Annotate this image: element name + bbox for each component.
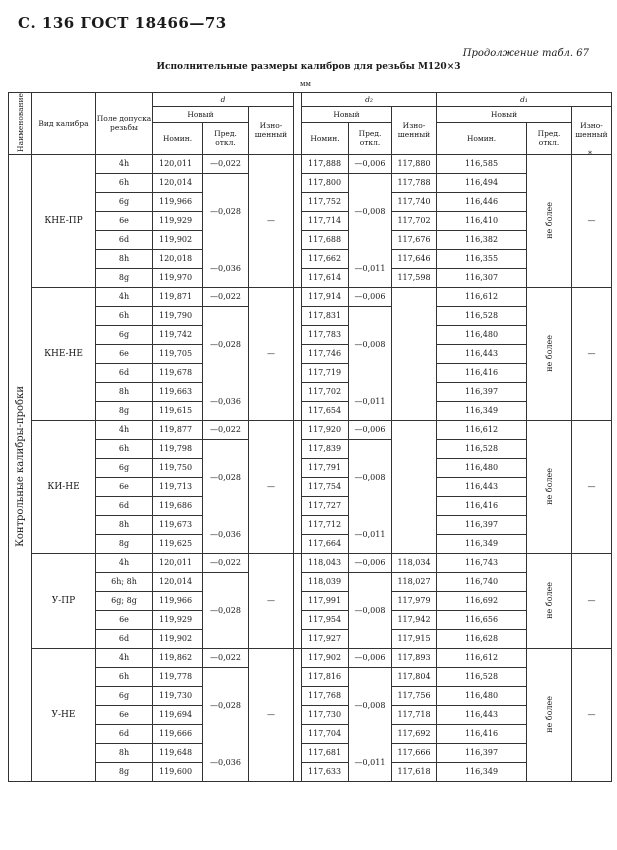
table-row — [9, 306, 612, 325]
side-label-text: Контрольные калибры-пробки — [14, 386, 26, 548]
not-more-text: не более — [544, 334, 554, 372]
d2-worn-cell: 118,027 — [392, 572, 437, 591]
d-deviation-cell: —0,022 — [203, 420, 249, 439]
d1-nominal-cell: 116,480 — [437, 686, 527, 705]
not-more-text: не более — [544, 467, 554, 505]
d-deviation-cell: —0,028 — [203, 439, 249, 515]
d1-worn-cell: — — [572, 287, 612, 420]
table-row — [9, 629, 612, 648]
d-deviation-cell: —0,022 — [203, 287, 249, 306]
d2-nominal-cell: 117,714 — [302, 211, 349, 230]
table-row — [9, 287, 612, 306]
d2-nominal-cell: 117,730 — [302, 705, 349, 724]
d-deviation-cell: —0,028 — [203, 667, 249, 743]
d-deviation-cell: —0,028 — [203, 173, 249, 249]
table-row — [9, 192, 612, 211]
d-nominal-cell: 119,615 — [153, 401, 203, 420]
tolerance-cell: 4h — [96, 648, 153, 667]
d-new-header: Новый — [153, 107, 249, 123]
d1-nominal-cell: 116,656 — [437, 610, 527, 629]
tolerance-cell: 6e — [96, 211, 153, 230]
tolerance-cell: 4h — [96, 420, 153, 439]
table-row — [9, 686, 612, 705]
table-row — [9, 439, 612, 458]
d2-worn-cell: 117,804 — [392, 667, 437, 686]
d2-worn-cell: 117,942 — [392, 610, 437, 629]
d-deviation-cell: —0,036 — [203, 249, 249, 287]
not-more-text: не более — [544, 695, 554, 733]
d-deviation-cell: —0,022 — [203, 648, 249, 667]
d-header: d — [153, 93, 294, 107]
d2-worn-cell: 117,788 — [392, 173, 437, 192]
tolerance-cell: 8h — [96, 515, 153, 534]
gap-header — [294, 93, 302, 155]
gauge-kind: КНЕ-НЕ — [32, 287, 96, 420]
d1-new-header: Новый — [437, 107, 572, 123]
d-nominal-cell: 119,600 — [153, 762, 203, 781]
d1-nominal-cell: 116,416 — [437, 363, 527, 382]
d-nominal-cell: 119,970 — [153, 268, 203, 287]
d-worn-cell: — — [249, 420, 294, 553]
d2-worn-cell — [392, 420, 437, 553]
tolerance-header: Поле допуска резьбы — [96, 93, 153, 155]
d2-worn-cell — [392, 287, 437, 420]
side-label — [9, 154, 32, 781]
table-row — [9, 211, 612, 230]
d1-nominal-cell: 116,355 — [437, 249, 527, 268]
d2-nominal-cell: 117,800 — [302, 173, 349, 192]
d2-worn-cell: 117,979 — [392, 591, 437, 610]
name-header: Наименование — [9, 93, 32, 155]
d1-nominal-cell: 116,612 — [437, 420, 527, 439]
tolerance-cell: 6g — [96, 458, 153, 477]
d-nominal-cell: 119,778 — [153, 667, 203, 686]
d2-deviation-cell: —0,008 — [349, 439, 392, 515]
table-row — [9, 401, 612, 420]
d2-worn-cell: 117,756 — [392, 686, 437, 705]
table-row — [9, 572, 612, 591]
d1-worn-cell: — — [572, 648, 612, 781]
gap-cell — [294, 648, 302, 781]
d2-nominal-cell: 117,783 — [302, 325, 349, 344]
d-nominal-cell: 119,666 — [153, 724, 203, 743]
d2-nominal-cell: 118,043 — [302, 553, 349, 572]
d-nominal-cell: 119,966 — [153, 591, 203, 610]
d-nominal-cell: 119,862 — [153, 648, 203, 667]
d2-worn-cell: 117,915 — [392, 629, 437, 648]
d2-nominal-cell: 117,654 — [302, 401, 349, 420]
table-row — [9, 458, 612, 477]
tolerance-cell: 4h — [96, 287, 153, 306]
d2-worn-cell: 117,702 — [392, 211, 437, 230]
tolerance-cell: 6d — [96, 496, 153, 515]
d-deviation-cell: —0,028 — [203, 572, 249, 648]
d-nominal-cell: 119,730 — [153, 686, 203, 705]
d-nominal-cell: 119,678 — [153, 363, 203, 382]
d2-nominal-cell: 117,614 — [302, 268, 349, 287]
d-deviation-cell: —0,028 — [203, 306, 249, 382]
d2-worn-cell: 117,676 — [392, 230, 437, 249]
tolerance-cell: 8h — [96, 743, 153, 762]
table-row — [9, 420, 612, 439]
not-more-text: не более — [544, 581, 554, 619]
d2-nominal-cell: 118,039 — [302, 572, 349, 591]
d1-worn-cell: — — [572, 154, 612, 287]
d2-nominal-cell: 117,902 — [302, 648, 349, 667]
d2-deviation-cell: —0,006 — [349, 420, 392, 439]
d2-nominal-cell: 117,712 — [302, 515, 349, 534]
tolerance-cell: 6e — [96, 344, 153, 363]
d-nominal-cell: 119,790 — [153, 306, 203, 325]
d2-worn-cell: 117,666 — [392, 743, 437, 762]
d1-nominal-cell: 116,480 — [437, 325, 527, 344]
d2-nominal-cell: 117,727 — [302, 496, 349, 515]
d-deviation-cell: —0,022 — [203, 553, 249, 572]
table-row — [9, 268, 612, 287]
d2-nominal-cell: 117,662 — [302, 249, 349, 268]
d2-nominal-cell: 117,633 — [302, 762, 349, 781]
d-worn-cell: — — [249, 553, 294, 648]
d1-worn-header: Изно-шенный — [572, 107, 612, 155]
d1-nominal-cell: 116,349 — [437, 534, 527, 553]
d2-nominal-cell: 117,914 — [302, 287, 349, 306]
d-nominal-cell: 119,902 — [153, 230, 203, 249]
d-nominal-cell: 119,929 — [153, 610, 203, 629]
table-row — [9, 382, 612, 401]
d2-deviation-cell: —0,008 — [349, 306, 392, 382]
d1-nominal-header: Номин. — [437, 122, 527, 154]
table-row — [9, 154, 612, 173]
d-nominal-cell: 120,014 — [153, 173, 203, 192]
d2-nominal-cell: 117,688 — [302, 230, 349, 249]
d-nominal-cell: 119,798 — [153, 439, 203, 458]
page-label: С. 136 ГОСТ 18466—73 — [18, 14, 227, 32]
not-more-label — [527, 287, 572, 420]
d2-header: d₂ — [302, 93, 437, 107]
d-nominal-cell: 119,673 — [153, 515, 203, 534]
d-nominal-cell: 119,966 — [153, 192, 203, 211]
d-worn-cell: — — [249, 154, 294, 287]
gap-cell — [294, 287, 302, 420]
not-more-text: не более — [544, 201, 554, 239]
d1-worn-cell: — — [572, 553, 612, 648]
d2-nominal-cell: 117,839 — [302, 439, 349, 458]
d1-nominal-cell: 116,528 — [437, 439, 527, 458]
d-deviation-cell: —0,022 — [203, 154, 249, 173]
gap-cell — [294, 553, 302, 648]
tolerance-cell: 6h; 8h — [96, 572, 153, 591]
table-row — [9, 325, 612, 344]
d-nominal-header: Номин. — [153, 122, 203, 154]
not-more-label — [527, 154, 572, 287]
d-nominal-cell: 119,929 — [153, 211, 203, 230]
table-row — [9, 344, 612, 363]
d1-nominal-cell: 116,480 — [437, 458, 527, 477]
d-nominal-cell: 119,694 — [153, 705, 203, 724]
d2-deviation-cell: —0,008 — [349, 173, 392, 249]
tolerance-cell: 6g; 8g — [96, 591, 153, 610]
d1-nominal-cell: 116,410 — [437, 211, 527, 230]
table-row — [9, 591, 612, 610]
table-row — [9, 762, 612, 781]
d2-nominal-cell: 117,991 — [302, 591, 349, 610]
d2-nominal-cell: 117,664 — [302, 534, 349, 553]
tolerance-cell: 6d — [96, 629, 153, 648]
table-row — [9, 363, 612, 382]
gauge-dimensions-table — [8, 92, 612, 782]
d1-nominal-cell: 116,397 — [437, 382, 527, 401]
d2-nominal-cell: 117,681 — [302, 743, 349, 762]
d-nominal-cell: 119,686 — [153, 496, 203, 515]
d2-nominal-header: Номин. — [302, 122, 349, 154]
d-nominal-cell: 119,663 — [153, 382, 203, 401]
d-nominal-cell: 120,014 — [153, 572, 203, 591]
tolerance-cell: 6h — [96, 173, 153, 192]
d2-deviation-cell: —0,006 — [349, 154, 392, 173]
d2-nominal-cell: 117,768 — [302, 686, 349, 705]
d-nominal-cell: 120,011 — [153, 553, 203, 572]
d2-deviation-cell: —0,011 — [349, 743, 392, 781]
d2-worn-cell: 117,598 — [392, 268, 437, 287]
d2-worn-cell: 117,893 — [392, 648, 437, 667]
tolerance-cell: 8g — [96, 401, 153, 420]
table-row — [9, 553, 612, 572]
d1-nominal-cell: 116,692 — [437, 591, 527, 610]
d2-worn-cell: 117,646 — [392, 249, 437, 268]
d-worn-cell: — — [249, 287, 294, 420]
d-nominal-cell: 120,011 — [153, 154, 203, 173]
table-row — [9, 249, 612, 268]
gauge-kind: У-ПР — [32, 553, 96, 648]
tolerance-cell: 6h — [96, 439, 153, 458]
d2-nominal-cell: 117,888 — [302, 154, 349, 173]
tolerance-cell: 6e — [96, 705, 153, 724]
d-deviation-cell: —0,036 — [203, 743, 249, 781]
gauge-kind: КИ-НЕ — [32, 420, 96, 553]
not-more-label — [527, 553, 572, 648]
d-nominal-cell: 119,902 — [153, 629, 203, 648]
d2-nominal-cell: 117,831 — [302, 306, 349, 325]
d1-nominal-cell: 116,443 — [437, 344, 527, 363]
tolerance-cell: 4h — [96, 553, 153, 572]
d1-nominal-cell: 116,446 — [437, 192, 527, 211]
unit-label: мм — [300, 80, 311, 88]
d1-nominal-cell: 116,628 — [437, 629, 527, 648]
d1-nominal-cell: 116,443 — [437, 705, 527, 724]
d2-deviation-cell: —0,006 — [349, 287, 392, 306]
table-body — [9, 154, 612, 781]
d2-nominal-cell: 117,702 — [302, 382, 349, 401]
d-nominal-cell: 119,625 — [153, 534, 203, 553]
table-title: Исполнительные размеры калибров для резьбы М120×3 — [156, 62, 461, 72]
table-row — [9, 534, 612, 553]
d1-nominal-cell: 116,612 — [437, 648, 527, 667]
d2-nominal-cell: 117,719 — [302, 363, 349, 382]
tolerance-cell: 8g — [96, 268, 153, 287]
d1-nominal-cell: 116,307 — [437, 268, 527, 287]
d2-nominal-cell: 117,746 — [302, 344, 349, 363]
not-more-label — [527, 420, 572, 553]
tolerance-cell: 6g — [96, 192, 153, 211]
tolerance-cell: 6h — [96, 667, 153, 686]
d2-worn-cell: 117,740 — [392, 192, 437, 211]
kind-header: Вид калибра — [32, 93, 96, 155]
d2-new-header: Новый — [302, 107, 392, 123]
not-more-label — [527, 648, 572, 781]
table-row — [9, 667, 612, 686]
tolerance-cell: 8h — [96, 382, 153, 401]
d1-nominal-cell: 116,397 — [437, 515, 527, 534]
d2-nominal-cell: 117,752 — [302, 192, 349, 211]
table-row — [9, 648, 612, 667]
d1-nominal-cell: 116,443 — [437, 477, 527, 496]
tolerance-cell: 6h — [96, 306, 153, 325]
table-row — [9, 477, 612, 496]
gap-cell — [294, 420, 302, 553]
d-nominal-cell: 119,750 — [153, 458, 203, 477]
d-nominal-cell: 119,871 — [153, 287, 203, 306]
d1-nominal-cell: 116,416 — [437, 496, 527, 515]
d2-deviation-cell: —0,006 — [349, 648, 392, 667]
d2-worn-cell: 117,692 — [392, 724, 437, 743]
d1-nominal-cell: 116,585 — [437, 154, 527, 173]
d2-nominal-cell: 117,816 — [302, 667, 349, 686]
tolerance-cell: 4h — [96, 154, 153, 173]
d1-nominal-cell: 116,743 — [437, 553, 527, 572]
table-row — [9, 724, 612, 743]
d1-nominal-cell: 116,528 — [437, 667, 527, 686]
star-mark: * — [588, 150, 592, 159]
d2-deviation-cell: —0,011 — [349, 382, 392, 420]
table-row — [9, 743, 612, 762]
d2-worn-header: Изно-шенный — [392, 107, 437, 155]
table-row — [9, 173, 612, 192]
table-row — [9, 515, 612, 534]
d2-worn-cell: 117,618 — [392, 762, 437, 781]
table-row — [9, 496, 612, 515]
d-deviation-cell: —0,036 — [203, 382, 249, 420]
table-row — [9, 230, 612, 249]
d-nominal-cell: 119,877 — [153, 420, 203, 439]
d1-nominal-cell: 116,416 — [437, 724, 527, 743]
d2-deviation-cell: —0,008 — [349, 667, 392, 743]
d2-nominal-cell: 117,791 — [302, 458, 349, 477]
d1-deviation-header: Пред. откл. — [527, 122, 572, 154]
d2-worn-cell: 118,034 — [392, 553, 437, 572]
d1-header: d₁ — [437, 93, 612, 107]
d2-nominal-cell: 117,704 — [302, 724, 349, 743]
d-worn-header: Изно-шенный — [249, 107, 294, 155]
d-nominal-cell: 120,018 — [153, 249, 203, 268]
d2-nominal-cell: 117,954 — [302, 610, 349, 629]
d2-deviation-header: Пред. откл. — [349, 122, 392, 154]
d2-deviation-cell: —0,006 — [349, 553, 392, 572]
d1-nominal-cell: 116,528 — [437, 306, 527, 325]
d-deviation-header: Пред. откл. — [203, 122, 249, 154]
d-nominal-cell: 119,705 — [153, 344, 203, 363]
d1-nominal-cell: 116,740 — [437, 572, 527, 591]
d-nominal-cell: 119,742 — [153, 325, 203, 344]
d2-deviation-cell: —0,011 — [349, 249, 392, 287]
table-row — [9, 705, 612, 724]
gauge-kind: КНЕ-ПР — [32, 154, 96, 287]
continuation-note: Продолжение табл. 67 — [462, 48, 589, 59]
d2-deviation-cell: —0,008 — [349, 572, 392, 648]
tolerance-cell: 8h — [96, 249, 153, 268]
d-nominal-cell: 119,713 — [153, 477, 203, 496]
tolerance-cell: 6g — [96, 686, 153, 705]
tolerance-cell: 6e — [96, 477, 153, 496]
d2-worn-cell: 117,718 — [392, 705, 437, 724]
d1-nominal-cell: 116,397 — [437, 743, 527, 762]
table-row — [9, 610, 612, 629]
d2-nominal-cell: 117,927 — [302, 629, 349, 648]
gap-cell — [294, 154, 302, 287]
tolerance-cell: 6d — [96, 724, 153, 743]
tolerance-cell: 8g — [96, 762, 153, 781]
d2-worn-cell: 117,880 — [392, 154, 437, 173]
tolerance-cell: 6e — [96, 610, 153, 629]
d2-nominal-cell: 117,920 — [302, 420, 349, 439]
tolerance-cell: 8g — [96, 534, 153, 553]
d-worn-cell: — — [249, 648, 294, 781]
gauge-kind: У-НЕ — [32, 648, 96, 781]
tolerance-cell: 6d — [96, 363, 153, 382]
d-deviation-cell: —0,036 — [203, 515, 249, 553]
d1-nominal-cell: 116,349 — [437, 762, 527, 781]
d-nominal-cell: 119,648 — [153, 743, 203, 762]
tolerance-cell: 6g — [96, 325, 153, 344]
d1-nominal-cell: 116,612 — [437, 287, 527, 306]
d1-worn-cell: — — [572, 420, 612, 553]
d1-nominal-cell: 116,349 — [437, 401, 527, 420]
tolerance-cell: 6d — [96, 230, 153, 249]
d2-nominal-cell: 117,754 — [302, 477, 349, 496]
d1-nominal-cell: 116,382 — [437, 230, 527, 249]
d2-deviation-cell: —0,011 — [349, 515, 392, 553]
d1-nominal-cell: 116,494 — [437, 173, 527, 192]
